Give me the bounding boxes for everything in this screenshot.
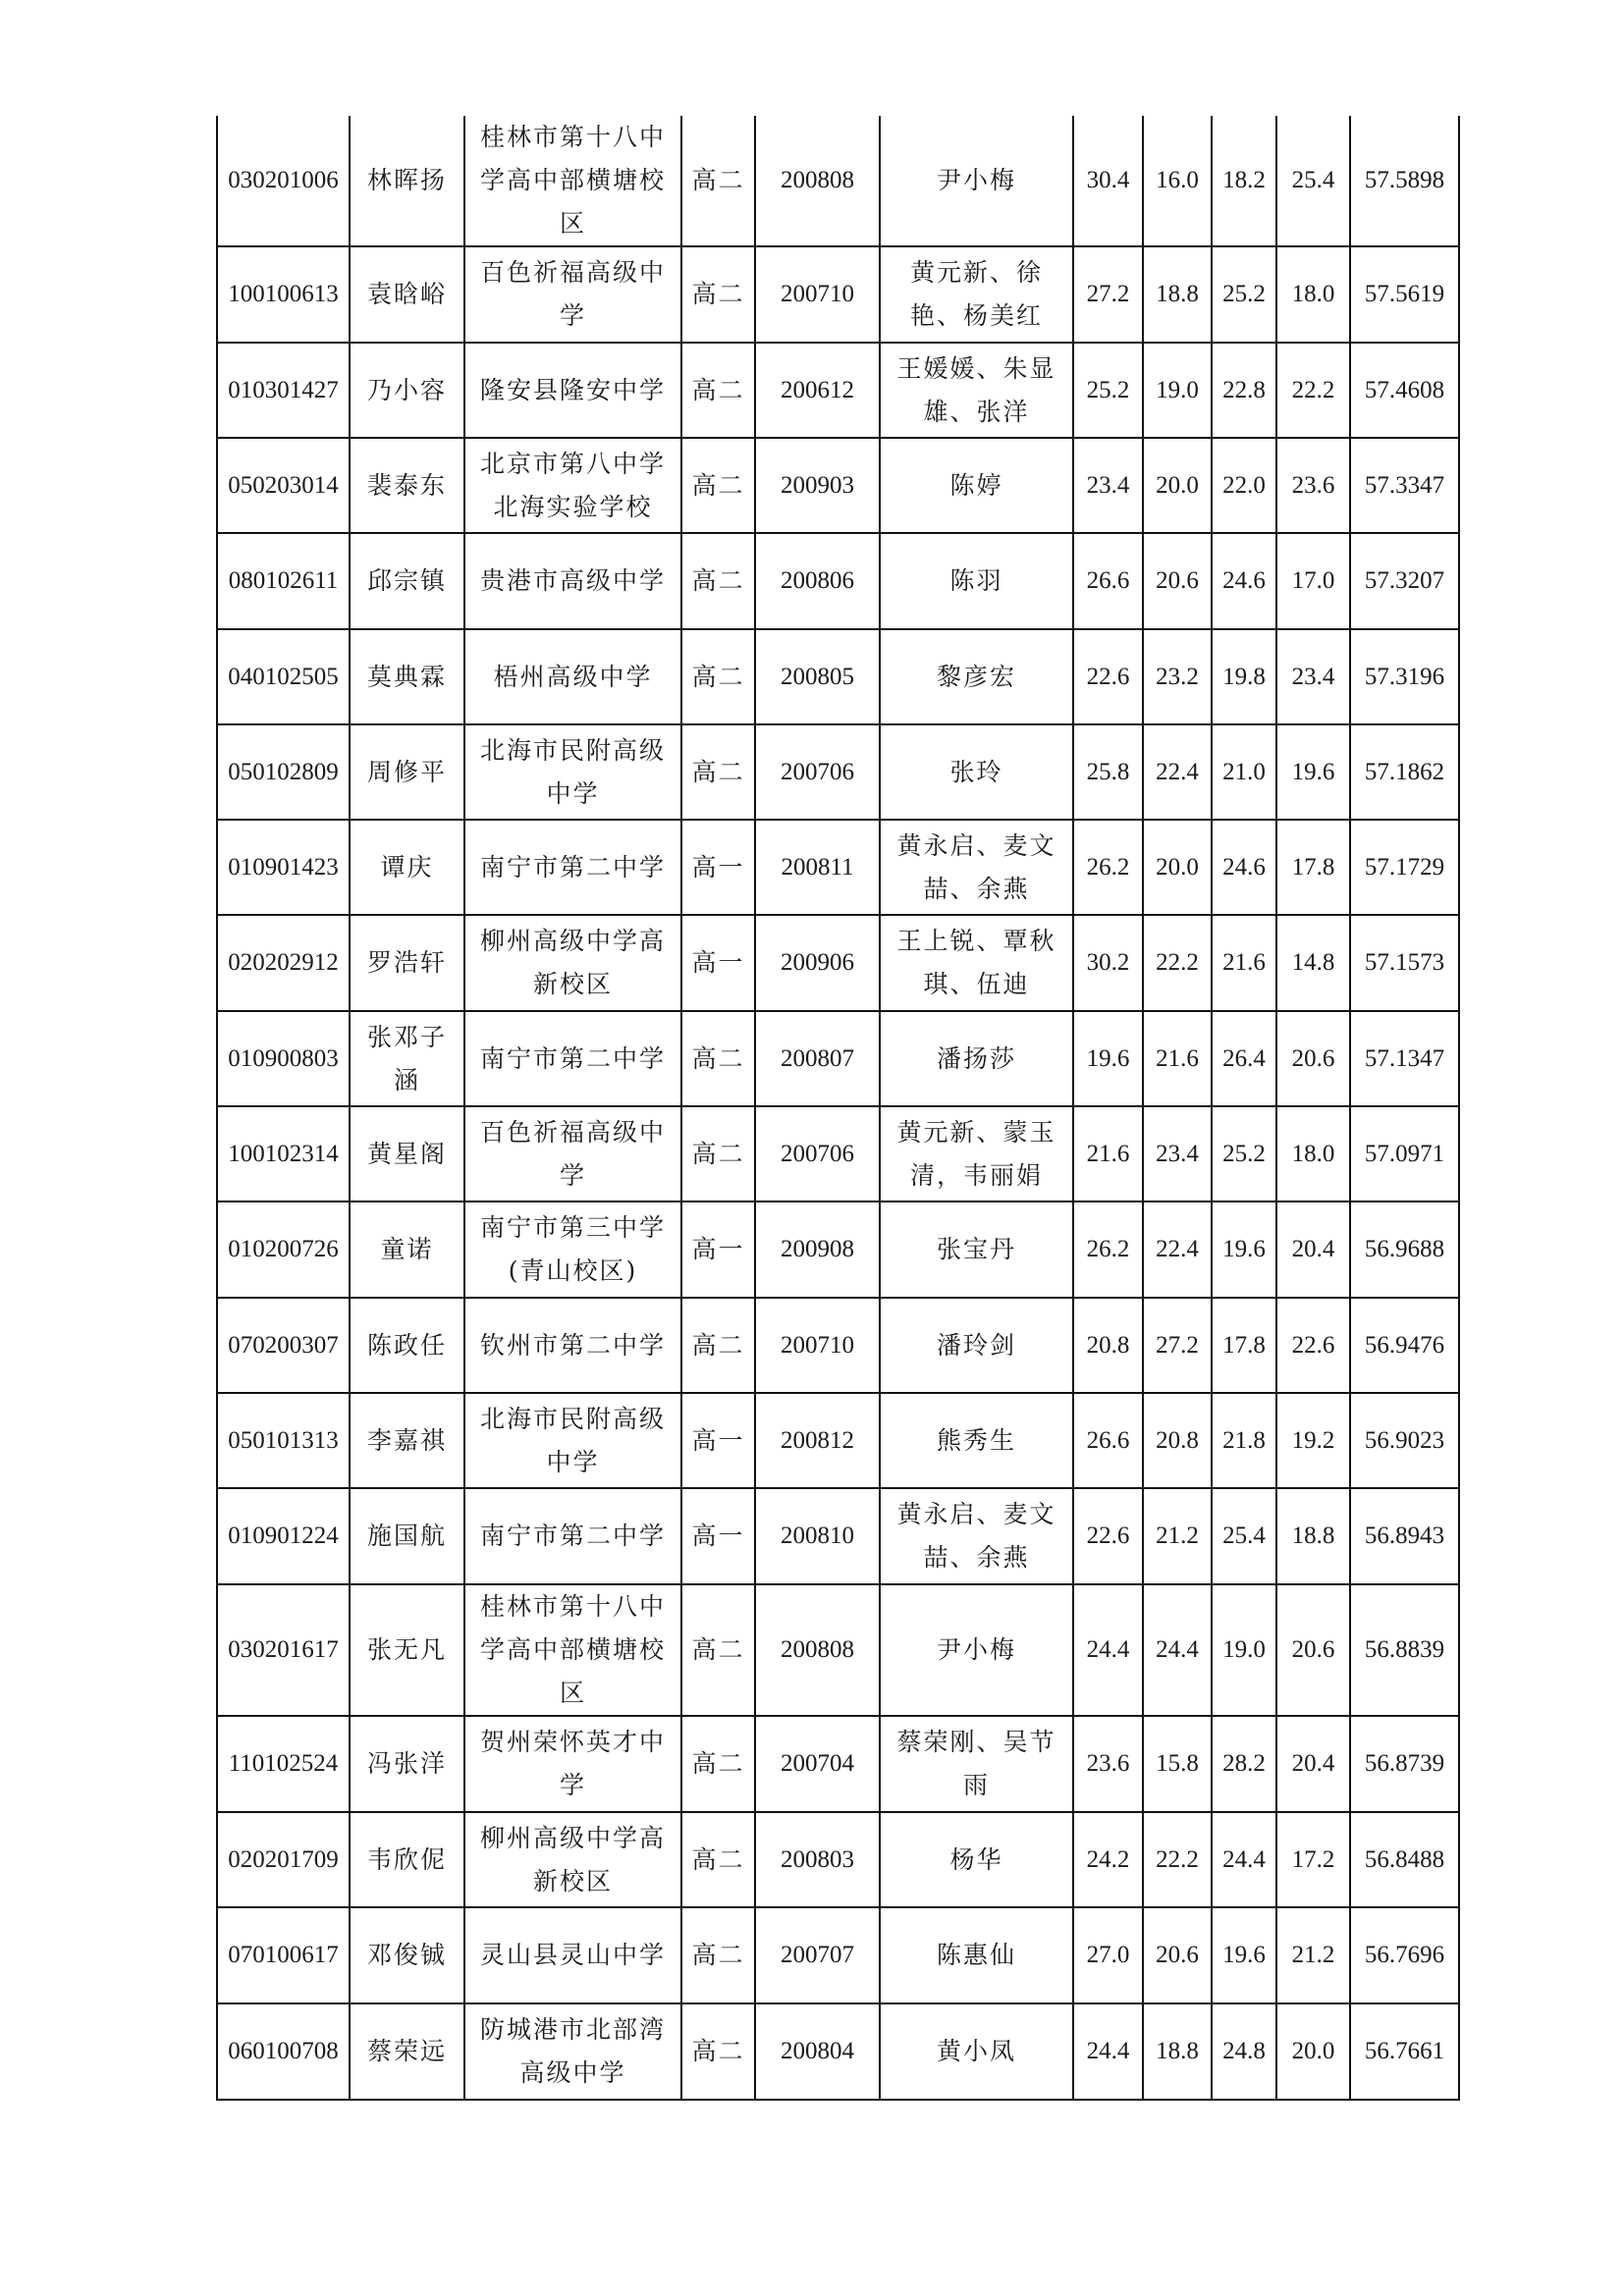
cell-total-score: 57.1862 <box>1350 724 1459 820</box>
cell-birth-date: 200812 <box>755 1393 880 1488</box>
cell-grade: 高二 <box>681 1298 755 1393</box>
cell-exam-id: 010200726 <box>217 1201 350 1298</box>
cell-score-2: 23.4 <box>1143 1106 1212 1201</box>
cell-score-2: 20.6 <box>1143 1907 1212 2003</box>
cell-total-score: 57.1347 <box>1350 1011 1459 1106</box>
cell-teacher: 黄永启、麦文喆、余燕 <box>880 1488 1073 1584</box>
cell-school: 桂林市第十八中学高中部横塘校区 <box>464 116 681 246</box>
table-row <box>217 724 1459 820</box>
cell-total-score: 56.8739 <box>1350 1716 1459 1812</box>
cell-birth-date: 200804 <box>755 2003 880 2100</box>
cell-score-4: 23.6 <box>1276 438 1350 533</box>
cell-score-1: 30.2 <box>1073 915 1143 1011</box>
cell-score-3: 24.8 <box>1212 2003 1276 2100</box>
cell-total-score: 57.5898 <box>1350 116 1459 246</box>
cell-exam-id: 070100617 <box>217 1907 350 2003</box>
cell-score-4: 20.6 <box>1276 1584 1350 1716</box>
cell-school: 南宁市第二中学 <box>464 820 681 915</box>
cell-birth-date: 200803 <box>755 1812 880 1907</box>
cell-score-1: 27.0 <box>1073 1907 1143 2003</box>
cell-birth-date: 200612 <box>755 343 880 438</box>
cell-school: 灵山县灵山中学 <box>464 1907 681 2003</box>
cell-teacher: 尹小梅 <box>880 1584 1073 1716</box>
table-row <box>217 1011 1459 1106</box>
cell-exam-id: 100102314 <box>217 1106 350 1201</box>
cell-birth-date: 200906 <box>755 915 880 1011</box>
cell-score-2: 21.2 <box>1143 1488 1212 1584</box>
cell-exam-id: 010901423 <box>217 820 350 915</box>
cell-exam-id: 100100613 <box>217 246 350 343</box>
cell-birth-date: 200706 <box>755 1106 880 1201</box>
table-row <box>217 2003 1459 2100</box>
cell-grade: 高二 <box>681 343 755 438</box>
cell-birth-date: 200808 <box>755 116 880 246</box>
cell-teacher: 陈婷 <box>880 438 1073 533</box>
cell-school: 桂林市第十八中学高中部横塘校区 <box>464 1584 681 1716</box>
cell-exam-id: 020201709 <box>217 1812 350 1907</box>
cell-teacher: 王媛媛、朱显雄、张洋 <box>880 343 1073 438</box>
cell-student-name: 李嘉祺 <box>350 1393 464 1488</box>
cell-score-2: 23.2 <box>1143 629 1212 724</box>
cell-birth-date: 200807 <box>755 1011 880 1106</box>
cell-student-name: 张无凡 <box>350 1584 464 1716</box>
table-row <box>217 1201 1459 1298</box>
cell-birth-date: 200710 <box>755 1298 880 1393</box>
cell-student-name: 童诺 <box>350 1201 464 1298</box>
table-row <box>217 820 1459 915</box>
cell-grade: 高一 <box>681 1488 755 1584</box>
cell-teacher: 尹小梅 <box>880 116 1073 246</box>
table-row <box>217 1106 1459 1201</box>
cell-score-3: 22.0 <box>1212 438 1276 533</box>
table-row <box>217 246 1459 343</box>
cell-score-2: 20.0 <box>1143 820 1212 915</box>
cell-total-score: 56.9688 <box>1350 1201 1459 1298</box>
cell-school: 梧州高级中学 <box>464 629 681 724</box>
cell-school: 北海市民附高级中学 <box>464 1393 681 1488</box>
cell-score-3: 19.0 <box>1212 1584 1276 1716</box>
cell-score-3: 17.8 <box>1212 1298 1276 1393</box>
cell-score-3: 19.6 <box>1212 1907 1276 2003</box>
cell-total-score: 57.5619 <box>1350 246 1459 343</box>
cell-birth-date: 200710 <box>755 246 880 343</box>
cell-exam-id: 060100708 <box>217 2003 350 2100</box>
cell-teacher: 潘扬莎 <box>880 1011 1073 1106</box>
cell-total-score: 57.3207 <box>1350 533 1459 629</box>
cell-exam-id: 110102524 <box>217 1716 350 1812</box>
cell-student-name: 邓俊铖 <box>350 1907 464 2003</box>
cell-total-score: 56.7661 <box>1350 2003 1459 2100</box>
cell-score-4: 22.6 <box>1276 1298 1350 1393</box>
cell-grade: 高二 <box>681 116 755 246</box>
cell-student-name: 陈政任 <box>350 1298 464 1393</box>
cell-total-score: 57.0971 <box>1350 1106 1459 1201</box>
cell-score-1: 24.2 <box>1073 1812 1143 1907</box>
cell-score-2: 20.8 <box>1143 1393 1212 1488</box>
table-row <box>217 1488 1459 1584</box>
cell-score-3: 25.2 <box>1212 246 1276 343</box>
cell-teacher: 黄永启、麦文喆、余燕 <box>880 820 1073 915</box>
table-row <box>217 1298 1459 1393</box>
table-row <box>217 629 1459 724</box>
cell-grade: 高二 <box>681 2003 755 2100</box>
cell-teacher: 黄小凤 <box>880 2003 1073 2100</box>
cell-school: 柳州高级中学高新校区 <box>464 915 681 1011</box>
cell-score-4: 19.6 <box>1276 724 1350 820</box>
cell-teacher: 潘玲剑 <box>880 1298 1073 1393</box>
cell-grade: 高一 <box>681 915 755 1011</box>
cell-birth-date: 200808 <box>755 1584 880 1716</box>
cell-score-2: 16.0 <box>1143 116 1212 246</box>
cell-score-4: 22.2 <box>1276 343 1350 438</box>
cell-school: 隆安县隆安中学 <box>464 343 681 438</box>
table-row <box>217 1907 1459 2003</box>
cell-grade: 高二 <box>681 1011 755 1106</box>
cell-school: 北京市第八中学北海实验学校 <box>464 438 681 533</box>
cell-total-score: 56.9023 <box>1350 1393 1459 1488</box>
cell-score-3: 24.4 <box>1212 1812 1276 1907</box>
cell-score-2: 20.0 <box>1143 438 1212 533</box>
cell-score-4: 19.2 <box>1276 1393 1350 1488</box>
cell-school: 北海市民附高级中学 <box>464 724 681 820</box>
cell-score-3: 21.0 <box>1212 724 1276 820</box>
cell-score-1: 22.6 <box>1073 629 1143 724</box>
cell-exam-id: 040102505 <box>217 629 350 724</box>
cell-exam-id: 050102809 <box>217 724 350 820</box>
cell-birth-date: 200706 <box>755 724 880 820</box>
cell-student-name: 裴泰东 <box>350 438 464 533</box>
cell-teacher: 黄元新、徐艳、杨美红 <box>880 246 1073 343</box>
cell-score-3: 24.6 <box>1212 820 1276 915</box>
cell-teacher: 张玲 <box>880 724 1073 820</box>
cell-birth-date: 200806 <box>755 533 880 629</box>
cell-score-4: 14.8 <box>1276 915 1350 1011</box>
cell-birth-date: 200805 <box>755 629 880 724</box>
cell-total-score: 56.7696 <box>1350 1907 1459 2003</box>
cell-score-1: 25.8 <box>1073 724 1143 820</box>
cell-exam-id: 080102611 <box>217 533 350 629</box>
cell-birth-date: 200704 <box>755 1716 880 1812</box>
cell-school: 防城港市北部湾高级中学 <box>464 2003 681 2100</box>
cell-total-score: 57.3196 <box>1350 629 1459 724</box>
cell-exam-id: 050203014 <box>217 438 350 533</box>
cell-score-1: 24.4 <box>1073 2003 1143 2100</box>
cell-score-4: 20.6 <box>1276 1011 1350 1106</box>
cell-student-name: 乃小容 <box>350 343 464 438</box>
cell-score-1: 26.6 <box>1073 1393 1143 1488</box>
cell-score-2: 20.6 <box>1143 533 1212 629</box>
cell-score-2: 19.0 <box>1143 343 1212 438</box>
cell-score-1: 26.6 <box>1073 533 1143 629</box>
cell-score-1: 26.2 <box>1073 820 1143 915</box>
cell-grade: 高二 <box>681 1584 755 1716</box>
cell-grade: 高二 <box>681 1716 755 1812</box>
cell-student-name: 蔡荣远 <box>350 2003 464 2100</box>
cell-birth-date: 200903 <box>755 438 880 533</box>
cell-total-score: 56.9476 <box>1350 1298 1459 1393</box>
cell-student-name: 周修平 <box>350 724 464 820</box>
cell-score-4: 17.8 <box>1276 820 1350 915</box>
cell-teacher: 陈羽 <box>880 533 1073 629</box>
cell-teacher: 蔡荣刚、吴节雨 <box>880 1716 1073 1812</box>
cell-score-3: 25.2 <box>1212 1106 1276 1201</box>
cell-exam-id: 010301427 <box>217 343 350 438</box>
cell-score-3: 28.2 <box>1212 1716 1276 1812</box>
cell-score-4: 20.0 <box>1276 2003 1350 2100</box>
cell-school: 贺州荣怀英才中学 <box>464 1716 681 1812</box>
cell-total-score: 57.1729 <box>1350 820 1459 915</box>
cell-score-2: 22.4 <box>1143 724 1212 820</box>
table-body <box>217 116 1459 2100</box>
cell-student-name: 冯张洋 <box>350 1716 464 1812</box>
cell-exam-id: 070200307 <box>217 1298 350 1393</box>
cell-grade: 高一 <box>681 1393 755 1488</box>
cell-score-4: 18.0 <box>1276 1106 1350 1201</box>
cell-score-2: 21.6 <box>1143 1011 1212 1106</box>
cell-total-score: 56.8488 <box>1350 1812 1459 1907</box>
cell-score-4: 18.0 <box>1276 246 1350 343</box>
cell-grade: 高二 <box>681 438 755 533</box>
cell-score-1: 23.4 <box>1073 438 1143 533</box>
cell-score-3: 26.4 <box>1212 1011 1276 1106</box>
cell-score-3: 22.8 <box>1212 343 1276 438</box>
cell-score-1: 27.2 <box>1073 246 1143 343</box>
cell-score-3: 19.8 <box>1212 629 1276 724</box>
cell-student-name: 林晖扬 <box>350 116 464 246</box>
cell-score-2: 27.2 <box>1143 1298 1212 1393</box>
cell-score-2: 22.2 <box>1143 915 1212 1011</box>
cell-grade: 高一 <box>681 820 755 915</box>
cell-school: 柳州高级中学高新校区 <box>464 1812 681 1907</box>
cell-score-3: 19.6 <box>1212 1201 1276 1298</box>
cell-score-1: 26.2 <box>1073 1201 1143 1298</box>
table-row <box>217 1584 1459 1716</box>
cell-school: 南宁市第三中学(青山校区) <box>464 1201 681 1298</box>
cell-total-score: 57.4608 <box>1350 343 1459 438</box>
cell-score-1: 23.6 <box>1073 1716 1143 1812</box>
cell-score-3: 25.4 <box>1212 1488 1276 1584</box>
cell-exam-id: 010900803 <box>217 1011 350 1106</box>
cell-exam-id: 010901224 <box>217 1488 350 1584</box>
table-row <box>217 343 1459 438</box>
cell-grade: 高二 <box>681 246 755 343</box>
cell-student-name: 邱宗镇 <box>350 533 464 629</box>
cell-score-1: 24.4 <box>1073 1584 1143 1716</box>
cell-score-2: 22.4 <box>1143 1201 1212 1298</box>
cell-total-score: 56.8839 <box>1350 1584 1459 1716</box>
cell-score-4: 23.4 <box>1276 629 1350 724</box>
cell-score-4: 20.4 <box>1276 1201 1350 1298</box>
results-table <box>216 116 1460 2101</box>
cell-score-1: 25.2 <box>1073 343 1143 438</box>
table-row <box>217 116 1459 246</box>
cell-grade: 高二 <box>681 629 755 724</box>
cell-score-3: 21.6 <box>1212 915 1276 1011</box>
cell-score-3: 24.6 <box>1212 533 1276 629</box>
table-row <box>217 533 1459 629</box>
cell-exam-id: 020202912 <box>217 915 350 1011</box>
cell-total-score: 56.8943 <box>1350 1488 1459 1584</box>
cell-score-2: 22.2 <box>1143 1812 1212 1907</box>
cell-school: 南宁市第二中学 <box>464 1488 681 1584</box>
cell-teacher: 熊秀生 <box>880 1393 1073 1488</box>
cell-grade: 高二 <box>681 1106 755 1201</box>
cell-school: 南宁市第二中学 <box>464 1011 681 1106</box>
cell-grade: 高二 <box>681 1907 755 2003</box>
cell-birth-date: 200810 <box>755 1488 880 1584</box>
cell-score-4: 20.4 <box>1276 1716 1350 1812</box>
table-row <box>217 1393 1459 1488</box>
cell-score-1: 19.6 <box>1073 1011 1143 1106</box>
cell-teacher: 黎彦宏 <box>880 629 1073 724</box>
cell-score-3: 18.2 <box>1212 116 1276 246</box>
cell-total-score: 57.3347 <box>1350 438 1459 533</box>
cell-school: 钦州市第二中学 <box>464 1298 681 1393</box>
cell-student-name: 黄星阁 <box>350 1106 464 1201</box>
cell-score-4: 17.0 <box>1276 533 1350 629</box>
cell-exam-id: 030201617 <box>217 1584 350 1716</box>
cell-score-1: 22.6 <box>1073 1488 1143 1584</box>
cell-score-4: 17.2 <box>1276 1812 1350 1907</box>
cell-teacher: 陈惠仙 <box>880 1907 1073 2003</box>
cell-student-name: 罗浩轩 <box>350 915 464 1011</box>
cell-grade: 高一 <box>681 1201 755 1298</box>
cell-student-name: 莫典霖 <box>350 629 464 724</box>
cell-score-1: 21.6 <box>1073 1106 1143 1201</box>
cell-score-2: 18.8 <box>1143 246 1212 343</box>
cell-teacher: 张宝丹 <box>880 1201 1073 1298</box>
table-row <box>217 1716 1459 1812</box>
cell-teacher: 黄元新、蒙玉清，韦丽娟 <box>880 1106 1073 1201</box>
cell-school: 贵港市高级中学 <box>464 533 681 629</box>
cell-student-name: 谭庆 <box>350 820 464 915</box>
cell-score-1: 30.4 <box>1073 116 1143 246</box>
cell-school: 百色祈福高级中学 <box>464 246 681 343</box>
cell-exam-id: 030201006 <box>217 116 350 246</box>
cell-teacher: 王上锐、覃秋琪、伍迪 <box>880 915 1073 1011</box>
cell-teacher: 杨华 <box>880 1812 1073 1907</box>
cell-student-name: 袁晗峪 <box>350 246 464 343</box>
cell-score-2: 15.8 <box>1143 1716 1212 1812</box>
cell-score-2: 18.8 <box>1143 2003 1212 2100</box>
cell-birth-date: 200707 <box>755 1907 880 2003</box>
cell-student-name: 施国航 <box>350 1488 464 1584</box>
table-row <box>217 438 1459 533</box>
cell-score-4: 25.4 <box>1276 116 1350 246</box>
cell-grade: 高二 <box>681 533 755 629</box>
table-row <box>217 915 1459 1011</box>
cell-birth-date: 200908 <box>755 1201 880 1298</box>
cell-score-4: 18.8 <box>1276 1488 1350 1584</box>
cell-score-4: 21.2 <box>1276 1907 1350 2003</box>
table-row <box>217 1812 1459 1907</box>
cell-score-1: 20.8 <box>1073 1298 1143 1393</box>
cell-score-3: 21.8 <box>1212 1393 1276 1488</box>
cell-school: 百色祈福高级中学 <box>464 1106 681 1201</box>
cell-total-score: 57.1573 <box>1350 915 1459 1011</box>
cell-student-name: 韦欣伲 <box>350 1812 464 1907</box>
cell-grade: 高二 <box>681 724 755 820</box>
cell-grade: 高二 <box>681 1812 755 1907</box>
cell-student-name: 张邓子涵 <box>350 1011 464 1106</box>
cell-score-2: 24.4 <box>1143 1584 1212 1716</box>
cell-exam-id: 050101313 <box>217 1393 350 1488</box>
cell-birth-date: 200811 <box>755 820 880 915</box>
